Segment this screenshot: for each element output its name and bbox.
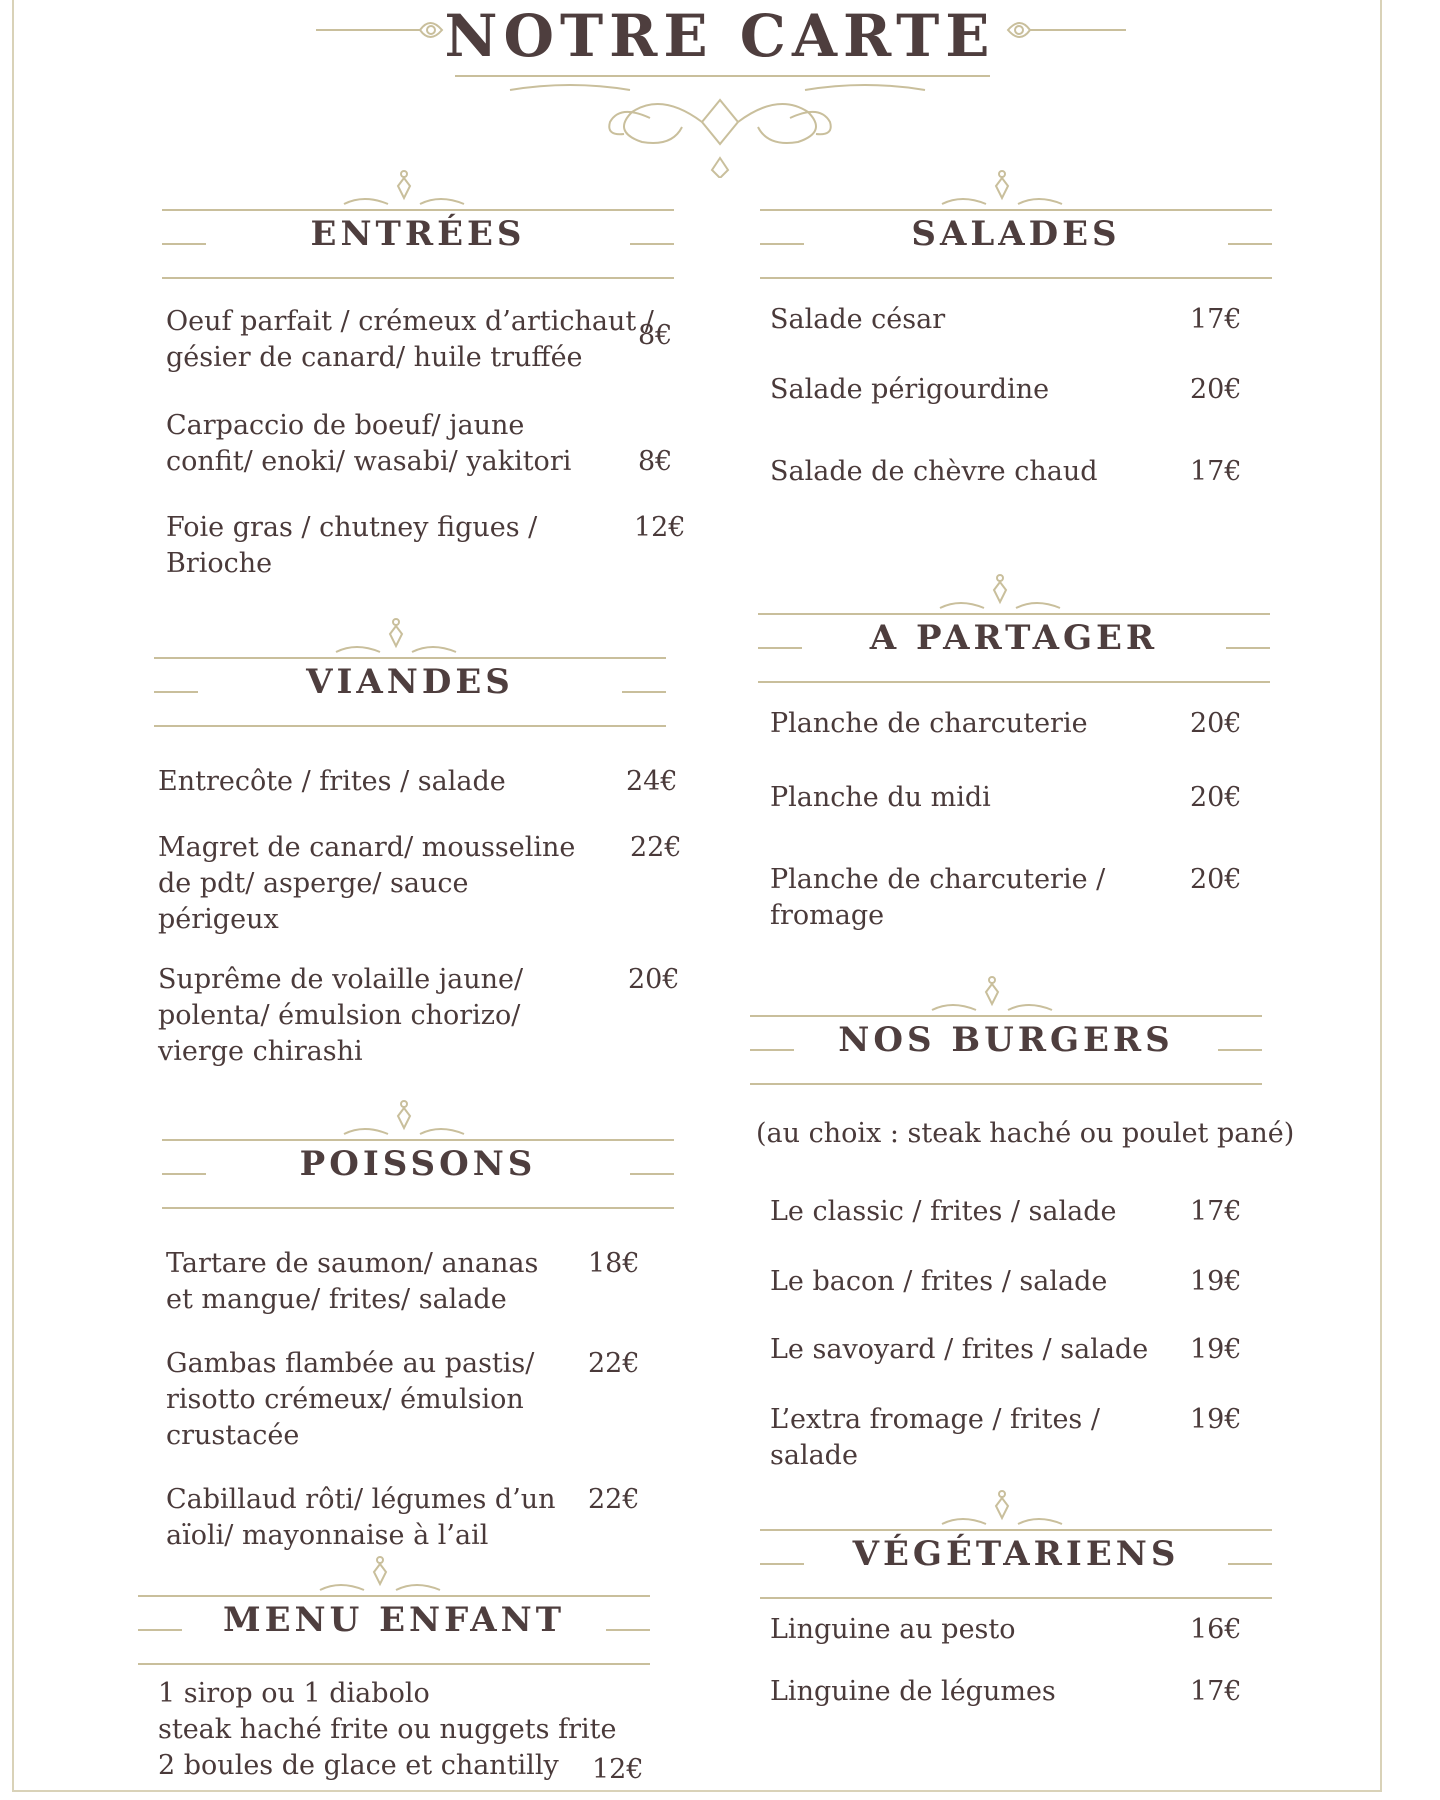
item-price: 16€ <box>1190 1614 1242 1645</box>
item-line: 2 boules de glace et chantilly <box>158 1750 559 1781</box>
menu-item <box>770 1612 1016 1648</box>
item-line: Salade de chèvre chaud <box>770 456 1098 487</box>
item-line: steak haché frite ou nuggets frite <box>158 1714 617 1745</box>
menu-item <box>770 1402 1100 1474</box>
menu-item <box>158 1676 616 1784</box>
item-line: Salade césar <box>770 304 946 335</box>
section-header <box>134 1556 654 1666</box>
section-entrees <box>158 170 678 280</box>
item-line: Linguine au pesto <box>770 1614 1016 1645</box>
burgers-note: (au choix : steak haché ou poulet pané) <box>756 1118 1295 1149</box>
item-price: 19€ <box>1190 1334 1242 1365</box>
menu-item <box>166 304 654 376</box>
menu-item <box>166 510 537 582</box>
item-price: 17€ <box>1190 456 1242 487</box>
item-price: 12€ <box>592 1754 644 1785</box>
item-price: 12€ <box>634 512 686 543</box>
item-price: 17€ <box>1190 1676 1242 1707</box>
section-header <box>158 1100 678 1210</box>
item-line: Le classic / frites / salade <box>770 1196 1117 1227</box>
section-burgers <box>746 976 1266 1086</box>
page-title: NOTRE CARTE <box>444 2 996 70</box>
menu-item <box>770 706 1088 742</box>
item-price: 20€ <box>1190 782 1242 813</box>
item-price: 20€ <box>628 964 680 995</box>
item-price: 19€ <box>1190 1266 1242 1297</box>
item-line: L’extra fromage / frites / <box>770 1404 1100 1435</box>
item-price: 22€ <box>630 832 682 863</box>
item-price: 17€ <box>1190 304 1242 335</box>
section-title: VIANDES <box>306 662 514 702</box>
section-header <box>158 170 678 280</box>
section-title: VÉGÉTARIENS <box>852 1534 1180 1574</box>
section-a-partager <box>754 574 1274 684</box>
menu-item <box>770 1264 1107 1300</box>
item-line: fromage <box>770 900 885 931</box>
section-title: A PARTAGER <box>869 618 1159 658</box>
item-price: 8€ <box>638 320 673 351</box>
item-line: Oeuf parfait / crémeux d’artichaut / <box>166 306 654 337</box>
item-line: salade <box>770 1440 858 1471</box>
item-line: aïoli/ mayonnaise à l’ail <box>166 1520 489 1551</box>
item-line: Tartare de saumon/ ananas <box>166 1248 539 1279</box>
item-line: Carpaccio de boeuf/ jaune <box>166 410 525 441</box>
item-line: Planche du midi <box>770 782 991 813</box>
menu-item <box>770 372 1049 408</box>
item-line: Le bacon / frites / salade <box>770 1266 1108 1297</box>
section-header <box>756 170 1276 280</box>
item-price: 19€ <box>1190 1404 1242 1435</box>
section-salades <box>756 170 1276 280</box>
item-price: 20€ <box>1190 708 1242 739</box>
section-viandes <box>150 618 670 728</box>
section-title: MENU ENFANT <box>222 1600 565 1640</box>
item-line: Suprême de volaille jaune/ <box>158 964 524 995</box>
item-line: Cabillaud rôti/ légumes d’un <box>166 1484 556 1515</box>
item-line: Entrecôte / frites / salade <box>158 766 506 797</box>
section-title: NOS BURGERS <box>838 1020 1174 1060</box>
menu-item <box>158 830 575 938</box>
section-header <box>150 618 670 728</box>
item-line: vierge chirashi <box>158 1036 363 1067</box>
item-line: confit/ enoki/ wasabi/ yakitori <box>166 446 572 477</box>
item-price: 17€ <box>1190 1196 1242 1227</box>
item-line: et mangue/ frites/ salade <box>166 1284 507 1315</box>
section-vegetariens <box>756 1490 1276 1600</box>
item-line: Planche de charcuterie <box>770 708 1088 739</box>
item-line: polenta/ émulsion chorizo/ <box>158 1000 521 1031</box>
section-header <box>754 574 1274 684</box>
item-line: Gambas flambée au pastis/ <box>166 1348 535 1379</box>
menu-item <box>770 1674 1056 1710</box>
section-poissons <box>158 1100 678 1210</box>
menu-item <box>770 1194 1117 1230</box>
menu-item <box>166 408 571 480</box>
menu-item <box>158 962 523 1070</box>
item-line: Linguine de légumes <box>770 1676 1056 1707</box>
item-line: Brioche <box>166 548 273 579</box>
menu-item <box>770 302 945 338</box>
item-line: 1 sirop ou 1 diabolo <box>158 1678 430 1709</box>
item-price: 20€ <box>1190 374 1242 405</box>
section-header <box>746 976 1266 1086</box>
item-price: 22€ <box>588 1348 640 1379</box>
menu-item <box>770 780 991 816</box>
item-line: Magret de canard/ mousseline <box>158 832 576 863</box>
menu-item <box>166 1482 556 1554</box>
item-line: périgeux <box>158 904 279 935</box>
menu-item <box>770 1332 1148 1368</box>
section-menu-enfant <box>134 1556 654 1666</box>
item-line: Le savoyard / frites / salade <box>770 1334 1149 1365</box>
item-line: gésier de canard/ huile truffée <box>166 342 583 373</box>
item-price: 18€ <box>588 1248 640 1279</box>
section-header <box>756 1490 1276 1600</box>
section-title: ENTRÉES <box>310 214 526 254</box>
item-price: 20€ <box>1190 864 1242 895</box>
item-line: Planche de charcuterie / <box>770 864 1106 895</box>
menu-item <box>166 1346 534 1454</box>
menu-item <box>770 454 1098 490</box>
item-line: crustacée <box>166 1420 300 1451</box>
item-line: Salade périgourdine <box>770 374 1050 405</box>
menu-item <box>158 764 506 800</box>
section-title: POISSONS <box>299 1144 537 1184</box>
item-price: 24€ <box>626 766 678 797</box>
menu-item <box>166 1246 538 1318</box>
item-line: Foie gras / chutney figues / <box>166 512 538 543</box>
item-price: 22€ <box>588 1484 640 1515</box>
item-line: risotto crémeux/ émulsion <box>166 1384 524 1415</box>
menu-item <box>770 862 1105 934</box>
section-title: SALADES <box>911 214 1121 254</box>
item-line: de pdt/ asperge/ sauce <box>158 868 469 899</box>
item-price: 8€ <box>638 446 673 477</box>
